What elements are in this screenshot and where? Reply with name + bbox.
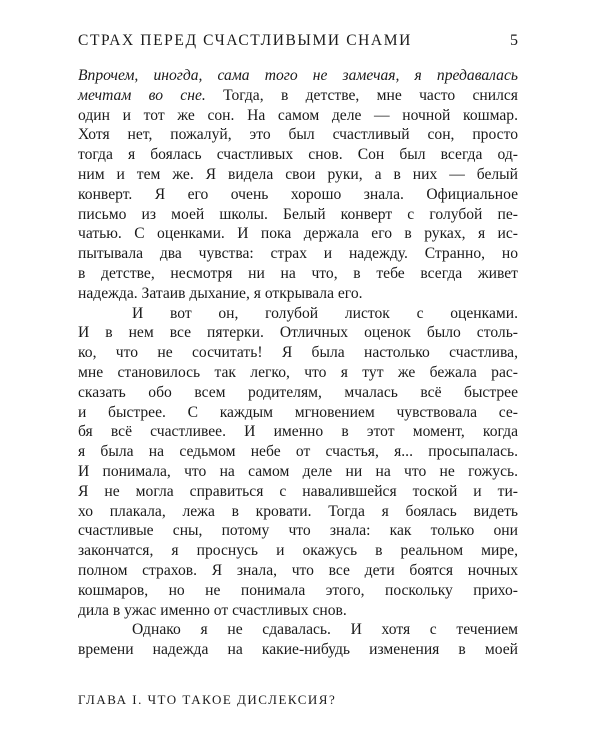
- text-span: конверт. Я его очень хорошо знала. Официальное: [78, 185, 518, 203]
- text-span: И понимала, что на самом деле ни на что не гожусь.: [78, 462, 518, 480]
- text-line: [78, 244, 518, 264]
- text-span: кошмаров, но не понимала этого, поскольку прихо-: [78, 581, 518, 599]
- text-line: [78, 482, 518, 502]
- text-line: [78, 442, 518, 462]
- text-span: закончатся, я проснусь и окажусь в реальном мире,: [78, 542, 518, 560]
- text-line: [78, 383, 518, 403]
- text-span: и быстрее. С каждым мгновением чувствовала се-: [78, 403, 518, 421]
- text-span: Хотя нет, пожалуй, это был счастливый сон, просто: [78, 126, 518, 144]
- text-span: И вот он, голубой листок с оценками.: [132, 304, 518, 322]
- text-line: [78, 422, 518, 442]
- text-line: [78, 640, 518, 660]
- text-span: один и тот же сон. На самом деле — ночной кошмар.: [78, 106, 518, 124]
- text-line: [78, 86, 518, 106]
- text-span: тогда я боялась счастливых снов. Сон был всегда од-: [78, 146, 518, 164]
- text-span: ним и тем же. Я видела свои руки, а в них — белый: [78, 165, 518, 183]
- text-line: [78, 323, 518, 343]
- text-line: [78, 185, 518, 205]
- text-span: ко, что не сосчитать! Я была настолько счастлива,: [78, 344, 518, 362]
- text-line: [78, 541, 518, 561]
- text-span: пытывала два чувства: страх и надежду. Странно, но: [78, 245, 518, 263]
- text-line: [78, 403, 518, 423]
- text-line: [78, 264, 518, 284]
- text-line: [78, 284, 518, 304]
- text-line: [78, 165, 518, 185]
- page-number: 5: [510, 32, 518, 49]
- text-line: [78, 620, 518, 640]
- text-line: [78, 521, 518, 541]
- text-span: Однако я не сдавалась. И хотя с течением: [132, 621, 518, 639]
- text-span: полном страхов. Я знала, что все дети боятся ночных: [78, 561, 518, 579]
- text-line: [78, 66, 518, 86]
- text-line: [78, 224, 518, 244]
- text-span: дила в ужас именно от счастливых снов.: [78, 601, 347, 619]
- text-line: [78, 343, 518, 363]
- text-span: бя всё счастливее. И именно в этот момент, когда: [78, 423, 518, 441]
- text-line: [78, 106, 518, 126]
- text-span: сказать обо всем родителям, мчалась всё быстрее: [78, 383, 518, 401]
- text-line: [78, 304, 518, 324]
- text-line: [78, 502, 518, 522]
- text-span: в детстве, несмотря ни на что, в тебе всегда живет: [78, 264, 518, 282]
- text-span: Я не могла справиться с навалившейся тоской и ти-: [78, 482, 518, 500]
- chapter-footer: ГЛАВА I. ЧТО ТАКОЕ ДИСЛЕКСИЯ?: [78, 692, 337, 707]
- running-head: [78, 32, 518, 54]
- text-line: [78, 363, 518, 383]
- running-title: СТРАХ ПЕРЕД СЧАСТЛИВЫМИ СНАМИ: [78, 32, 412, 49]
- text-span: письмо из моей школы. Белый конверт с голубой пе-: [78, 205, 518, 223]
- text-span: мне становилось так легко, что я тут же бежала рас-: [78, 363, 518, 381]
- text-span: Тогда, в детстве, мне часто снился: [205, 86, 518, 104]
- text-span: счастливые сны, потому что знала: как только они: [78, 522, 518, 540]
- text-line: [78, 145, 518, 165]
- italic-span: мечтам во сне.: [78, 86, 206, 104]
- text-span: я была на седьмом небе от счастья, я... просыпалась.: [78, 443, 518, 461]
- text-span: хо плакала, лежа в кровати. Тогда я боялась видеть: [78, 502, 518, 520]
- text-span: надежда. Затаив дыхание, я открывала его.: [78, 284, 363, 302]
- text-line: [78, 561, 518, 581]
- text-span: времени надежда на какие-нибудь изменения в моей: [78, 641, 518, 659]
- body-text: [78, 66, 518, 660]
- text-line: [78, 601, 518, 621]
- text-line: [78, 581, 518, 601]
- text-line: [78, 462, 518, 482]
- text-line: [78, 125, 518, 145]
- text-line: [78, 205, 518, 225]
- italic-span: Впрочем, иногда, сама того не замечая, я предавалась: [78, 67, 518, 84]
- text-span: И в нем все пятерки. Отличных оценок было столь-: [78, 324, 518, 342]
- text-span: чатью. С оценками. И пока держала его в руках, я ис-: [78, 225, 518, 243]
